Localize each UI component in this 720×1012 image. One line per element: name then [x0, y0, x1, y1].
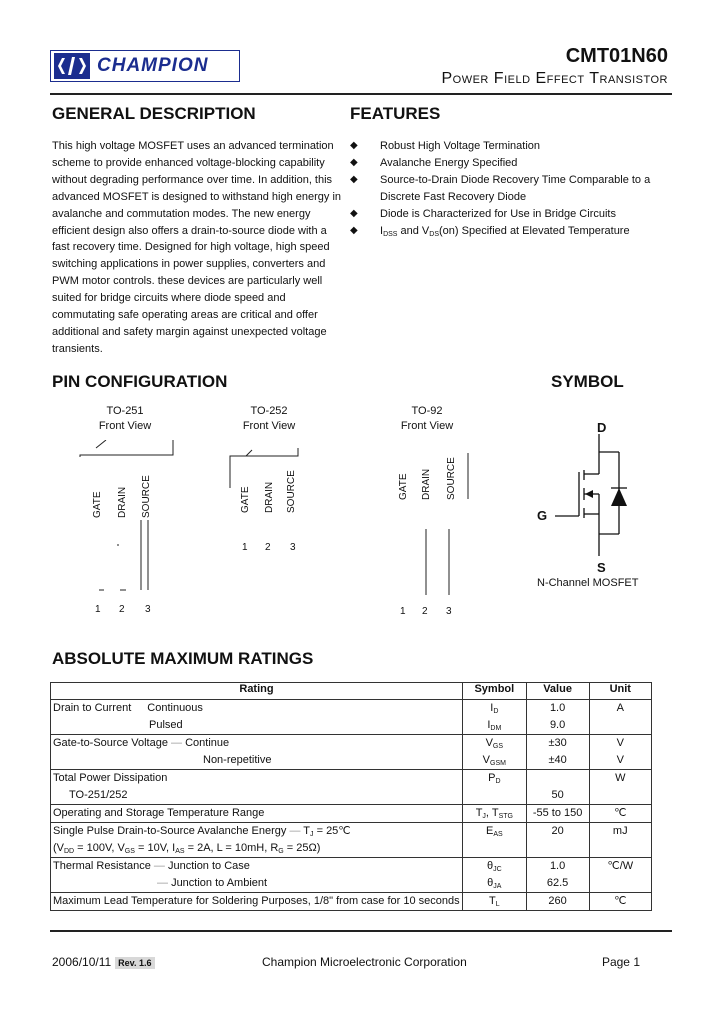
feature-item: ◆ Source-to-Drain Diode Recovery Time Comparable to a: [350, 172, 680, 189]
package-to251-title: TO-251 Front View: [98, 405, 152, 432]
footer-date: 2006/10/11 Rev. 1.6: [52, 955, 155, 969]
pin-label-drain: DRAIN: [421, 468, 432, 500]
pin-number: 3: [446, 606, 452, 617]
desc-line: avalanche and commutation modes. The new energy: [52, 207, 311, 220]
brand-name: CHAMPION: [97, 55, 209, 76]
symbol-heading: SYMBOL: [551, 372, 624, 391]
pin-label-source: SOURCE: [286, 470, 297, 513]
nmosfet-symbol-icon: [545, 430, 645, 570]
document-subtitle: Power Field Effect Transistor: [441, 70, 668, 87]
footer-divider: [50, 930, 672, 932]
desc-line: without degrading performance over time. In addition, this: [52, 173, 333, 186]
revision-badge: Rev. 1.6: [115, 957, 154, 969]
column-header: Symbol: [462, 683, 526, 700]
bullet-icon: ◆: [350, 140, 358, 151]
desc-line: efficient design also offers a drain-to-source diode with a: [52, 224, 327, 237]
desc-line: PWM motor controls. these devices are particularly well: [52, 275, 323, 288]
pin-label-source: SOURCE: [141, 475, 152, 518]
feature-item-continued: Discrete Fast Recovery Diode: [380, 190, 527, 203]
pin-number: 3: [145, 604, 151, 615]
column-header: Value: [526, 683, 589, 700]
ratings-heading: ABSOLUTE MAXIMUM RATINGS: [52, 649, 314, 668]
table-row: Single Pulse Drain-to-Source Avalanche Energy — TJ = 25℃ (VDD = 100V, VGS = 10V, IAS = 2A, L = 10mH, RG = 25Ω) EAS 20 mJ: [51, 823, 652, 858]
company-logo: [50, 50, 240, 82]
symbol-drain-label: D: [597, 420, 607, 435]
pin-number: 1: [242, 542, 248, 553]
pin-label-drain: DRAIN: [264, 481, 275, 513]
part-number: CMT01N60: [565, 45, 668, 67]
pin-number: 3: [290, 542, 296, 553]
footer-page: Page 1: [601, 955, 640, 969]
bullet-icon: ◆: [350, 207, 358, 219]
feature-item: ◆ Diode is Characterized for Use in Bridge Circuits: [350, 206, 680, 223]
table-row: Gate-to-Source Voltage — Continue Non-repetitive VGS VGSM ±30 ±40 V V: [51, 735, 652, 770]
column-header: Unit: [589, 683, 651, 700]
pin-label-gate: GATE: [240, 486, 251, 513]
column-header: Rating: [51, 683, 463, 700]
package-to251-drawing: [78, 440, 178, 605]
pin-label-source: SOURCE: [446, 457, 457, 500]
desc-line: switching applications in power supplies, converters and: [52, 258, 326, 271]
desc-line: suited for bridge circuits where diode speed and: [52, 292, 286, 305]
table-header-row: [51, 683, 652, 700]
pin-configuration-heading: PIN CONFIGURATION: [52, 372, 228, 391]
table-row: Operating and Storage Temperature Range TJ, TSTG -55 to 150 ℃: [51, 805, 652, 823]
desc-line: additional and safety margin against unexpected voltage: [52, 325, 327, 338]
pin-number: 1: [400, 606, 406, 617]
pin-label-drain: DRAIN: [117, 486, 128, 518]
package-to92-title: TO-92 Front View: [400, 405, 454, 432]
package-to252-title: TO-252 Front View: [242, 405, 296, 432]
pin-number: 1: [95, 604, 101, 615]
pin-number: 2: [119, 604, 125, 615]
pin-label-gate: GATE: [92, 491, 103, 518]
table-row: Thermal Resistance — Junction to Case — Junction to Ambient θJC θJA 1.0 62.5 ℃/W: [51, 858, 652, 893]
feature-item: ◆ Robust High Voltage Termination: [350, 138, 680, 155]
desc-line: advanced MOSFET is designed to withstand high energy in: [52, 190, 342, 203]
champion-logo-icon: [53, 52, 91, 80]
table-row: Total Power Dissipation TO-251/252 PD 50 W: [51, 770, 652, 805]
bullet-icon: ◆: [350, 224, 358, 236]
symbol-source-label: S: [597, 560, 606, 575]
feature-item: ◆ IDSS and VDS(on) Specified at Elevated Temperature: [350, 224, 630, 238]
table-row: Maximum Lead Temperature for Soldering Purposes, 1/8" from case for 10 seconds TL 260 ℃: [51, 893, 652, 911]
feature-item: ◆ Avalanche Energy Specified: [350, 155, 680, 172]
general-description-text: [52, 138, 344, 358]
symbol-caption: N-Channel MOSFET: [537, 577, 639, 589]
ratings-table: [50, 682, 652, 911]
desc-line: scheme to provide enhanced voltage-blocking capability: [52, 156, 325, 169]
desc-line: This high voltage MOSFET uses an advanced termination: [52, 140, 334, 152]
pin-label-gate: GATE: [398, 473, 409, 500]
footer-company: Champion Microelectronic Corporation: [262, 955, 467, 969]
desc-line: transients.: [52, 342, 103, 355]
general-description-heading: GENERAL DESCRIPTION: [52, 104, 256, 123]
bullet-icon: ◆: [350, 173, 358, 185]
features-list: [350, 138, 680, 243]
desc-line: fast recovery time. Designed for high voltage, high speed: [52, 241, 330, 254]
pin-number: 2: [265, 542, 271, 553]
table-row: Drain to Current Continuous Pulsed ID IDM 1.0 9.0 A: [51, 700, 652, 735]
desc-line: commutating safe operating areas are critical and offer: [52, 309, 318, 322]
pin-number: 2: [422, 606, 428, 617]
symbol-gate-label: G: [537, 508, 548, 523]
header-divider: [50, 93, 672, 95]
bullet-icon: ◆: [350, 156, 358, 168]
features-heading: FEATURES: [350, 104, 441, 123]
